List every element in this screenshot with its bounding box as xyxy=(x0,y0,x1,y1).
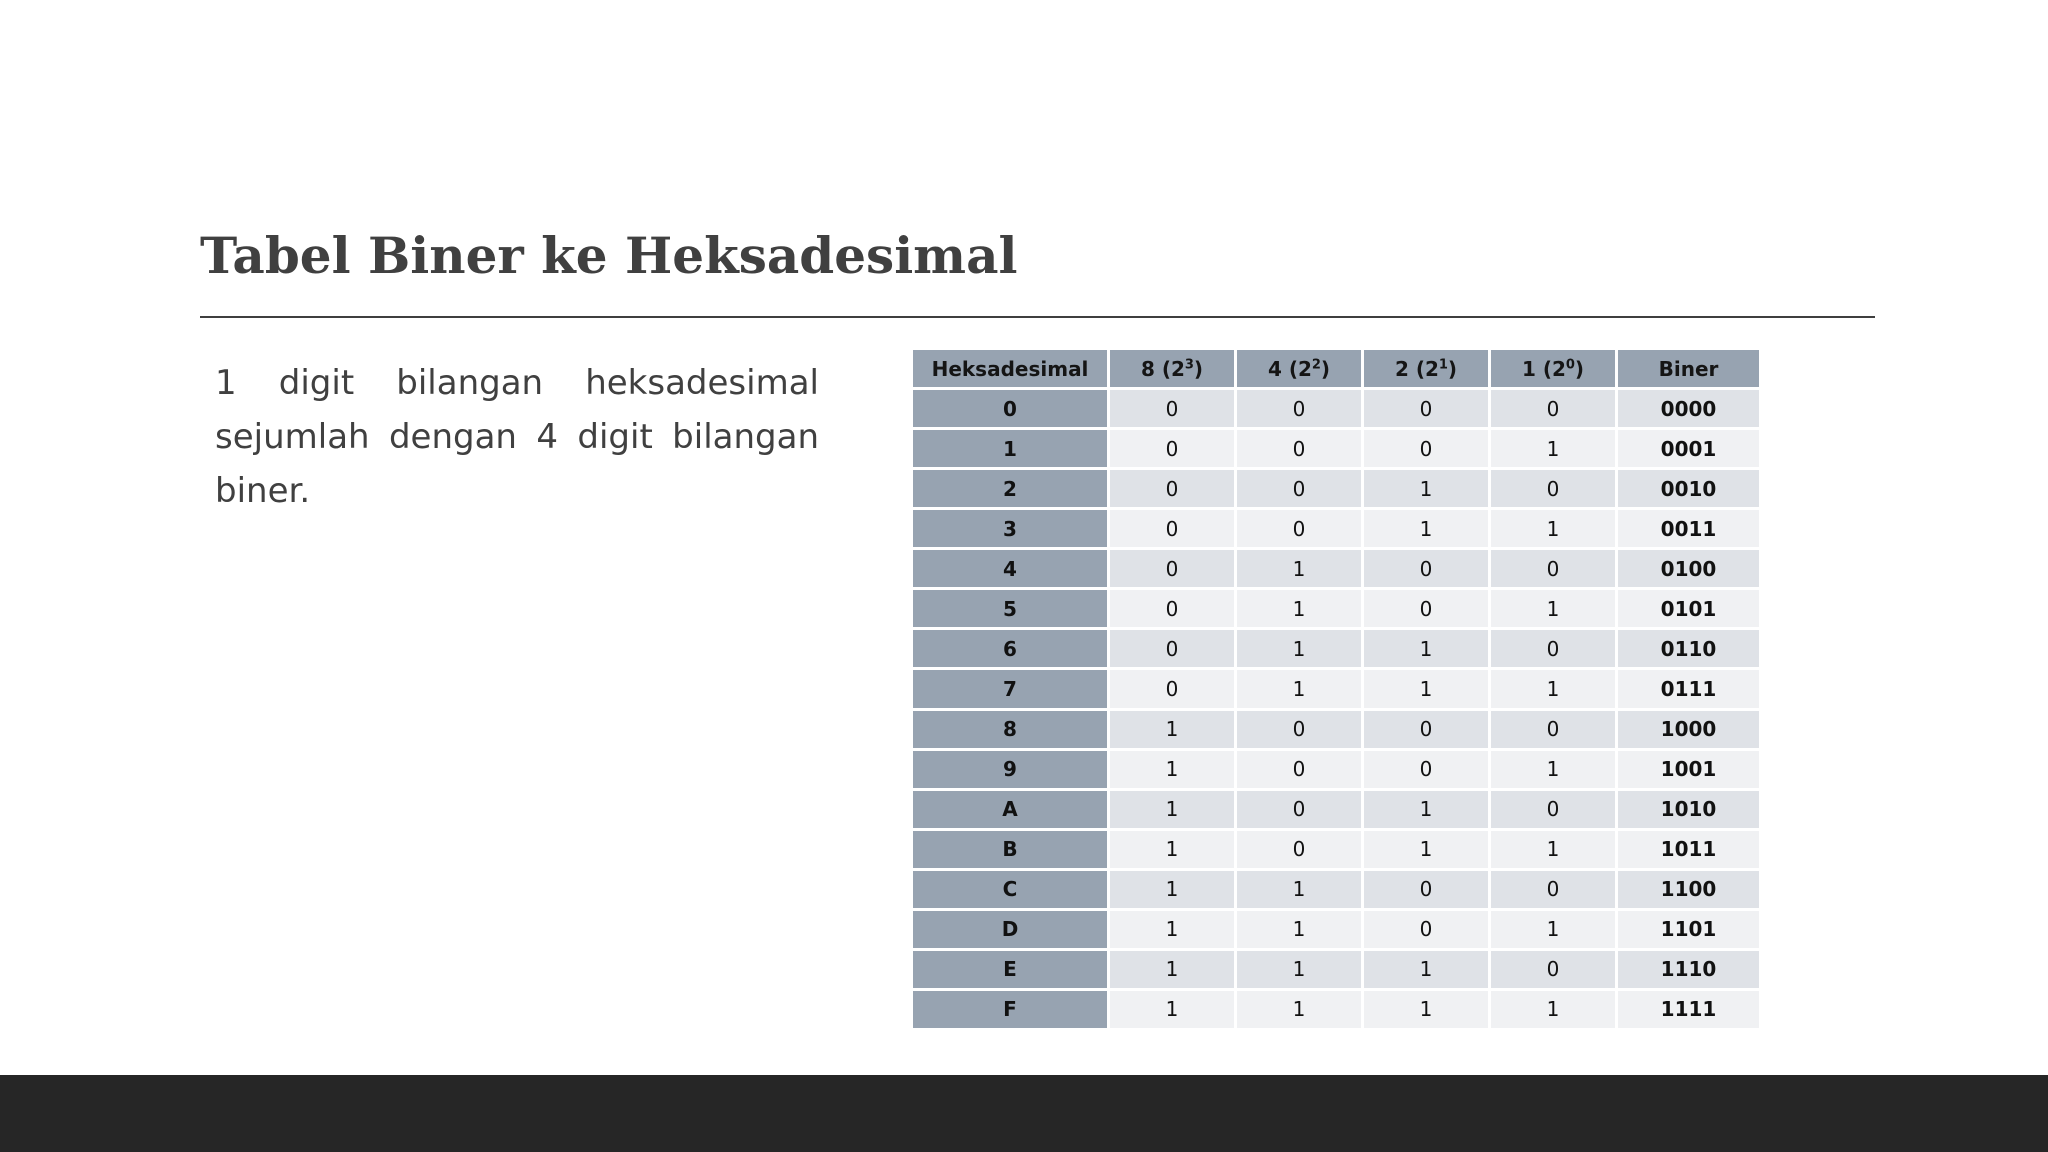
bit-cell-1: 1 xyxy=(1491,510,1615,547)
hex-digit-cell: 0 xyxy=(913,390,1107,427)
bit-cell-1: 0 xyxy=(1491,711,1615,748)
header-bit-2 xyxy=(1364,350,1488,387)
table-body xyxy=(913,390,1759,1028)
table-row xyxy=(913,711,1759,748)
bit-cell-8: 0 xyxy=(1110,550,1234,587)
binary-value-cell: 0101 xyxy=(1618,590,1759,627)
bit-cell-2: 1 xyxy=(1364,470,1488,507)
bit-cell-8: 0 xyxy=(1110,630,1234,667)
slide-body-text: 1 digit bilangan heksadesimal sejumlah dengan 4 digit bilangan biner. xyxy=(215,363,819,511)
binary-value-cell: 1111 xyxy=(1618,991,1759,1028)
hex-digit-cell: 4 xyxy=(913,550,1107,587)
binary-value-cell: 0110 xyxy=(1618,630,1759,667)
hex-digit-cell: E xyxy=(913,951,1107,988)
header-label: 2 (2 xyxy=(1394,356,1439,381)
hex-digit-cell: 8 xyxy=(913,711,1107,748)
bit-cell-1: 1 xyxy=(1491,590,1615,627)
table-row xyxy=(913,550,1759,587)
table-row xyxy=(913,630,1759,667)
header-exponent: 3 xyxy=(1184,356,1194,372)
bit-cell-1: 1 xyxy=(1491,911,1615,948)
bit-cell-2: 1 xyxy=(1364,831,1488,868)
header-label: 1 (2 xyxy=(1521,356,1566,381)
bit-cell-4: 0 xyxy=(1237,510,1361,547)
bit-cell-4: 1 xyxy=(1237,991,1361,1028)
bit-cell-1: 0 xyxy=(1491,390,1615,427)
hex-digit-cell: C xyxy=(913,871,1107,908)
table-row xyxy=(913,911,1759,948)
bit-cell-1: 0 xyxy=(1491,951,1615,988)
bit-cell-4: 0 xyxy=(1237,711,1361,748)
header-label: Heksadesimal xyxy=(931,356,1089,381)
bit-cell-8: 0 xyxy=(1110,470,1234,507)
bit-cell-2: 0 xyxy=(1364,390,1488,427)
table-header-row xyxy=(913,350,1759,387)
hex-digit-cell: 9 xyxy=(913,751,1107,788)
bit-cell-1: 1 xyxy=(1491,831,1615,868)
table-row xyxy=(913,991,1759,1028)
binary-value-cell: 1000 xyxy=(1618,711,1759,748)
table-row xyxy=(913,951,1759,988)
bit-cell-4: 1 xyxy=(1237,951,1361,988)
title-divider xyxy=(200,316,1875,318)
bit-cell-1: 1 xyxy=(1491,430,1615,467)
table-row xyxy=(913,791,1759,828)
bit-cell-2: 1 xyxy=(1364,951,1488,988)
bit-cell-2: 0 xyxy=(1364,430,1488,467)
table-row xyxy=(913,470,1759,507)
bit-cell-8: 0 xyxy=(1110,590,1234,627)
slide-title: Tabel Biner ke Heksadesimal xyxy=(200,226,1018,285)
bit-cell-2: 0 xyxy=(1364,871,1488,908)
table-row xyxy=(913,510,1759,547)
bit-cell-8: 1 xyxy=(1110,791,1234,828)
header-exponent: 0 xyxy=(1565,356,1575,372)
bit-cell-2: 1 xyxy=(1364,630,1488,667)
hex-digit-cell: 1 xyxy=(913,430,1107,467)
binary-value-cell: 0100 xyxy=(1618,550,1759,587)
bit-cell-2: 1 xyxy=(1364,510,1488,547)
hex-digit-cell: 3 xyxy=(913,510,1107,547)
bit-cell-4: 1 xyxy=(1237,590,1361,627)
hex-digit-cell: 7 xyxy=(913,670,1107,707)
binary-value-cell: 1011 xyxy=(1618,831,1759,868)
bit-cell-2: 0 xyxy=(1364,590,1488,627)
header-exponent: 2 xyxy=(1311,356,1321,372)
bit-cell-8: 1 xyxy=(1110,991,1234,1028)
bit-cell-8: 0 xyxy=(1110,670,1234,707)
bit-cell-8: 0 xyxy=(1110,510,1234,547)
bit-cell-2: 1 xyxy=(1364,791,1488,828)
bit-cell-2: 0 xyxy=(1364,751,1488,788)
bit-cell-1: 0 xyxy=(1491,550,1615,587)
bit-cell-1: 1 xyxy=(1491,751,1615,788)
bit-cell-8: 0 xyxy=(1110,390,1234,427)
bit-cell-1: 1 xyxy=(1491,670,1615,707)
binary-value-cell: 0111 xyxy=(1618,670,1759,707)
bit-cell-8: 1 xyxy=(1110,711,1234,748)
header-label: Biner xyxy=(1658,356,1719,381)
bit-cell-1: 0 xyxy=(1491,791,1615,828)
bit-cell-4: 0 xyxy=(1237,470,1361,507)
hex-binary-table xyxy=(910,347,1762,1031)
bit-cell-4: 1 xyxy=(1237,550,1361,587)
binary-value-cell: 1010 xyxy=(1618,791,1759,828)
header-paren: ) xyxy=(1193,356,1204,381)
bit-cell-4: 0 xyxy=(1237,390,1361,427)
binary-value-cell: 1001 xyxy=(1618,751,1759,788)
bit-cell-1: 1 xyxy=(1491,991,1615,1028)
binary-value-cell: 0011 xyxy=(1618,510,1759,547)
hex-digit-cell: D xyxy=(913,911,1107,948)
bit-cell-4: 0 xyxy=(1237,791,1361,828)
bit-cell-4: 1 xyxy=(1237,630,1361,667)
hex-digit-cell: 2 xyxy=(913,470,1107,507)
table-row xyxy=(913,430,1759,467)
binary-value-cell: 0000 xyxy=(1618,390,1759,427)
bit-cell-2: 1 xyxy=(1364,670,1488,707)
bit-cell-1: 0 xyxy=(1491,470,1615,507)
bit-cell-1: 0 xyxy=(1491,871,1615,908)
bit-cell-2: 0 xyxy=(1364,550,1488,587)
header-bit-4 xyxy=(1237,350,1361,387)
bit-cell-8: 1 xyxy=(1110,751,1234,788)
bit-cell-4: 0 xyxy=(1237,831,1361,868)
bit-cell-8: 1 xyxy=(1110,951,1234,988)
table-row xyxy=(913,871,1759,908)
header-paren: ) xyxy=(1320,356,1331,381)
hex-digit-cell: F xyxy=(913,991,1107,1028)
bit-cell-8: 0 xyxy=(1110,430,1234,467)
bit-cell-2: 0 xyxy=(1364,911,1488,948)
table-row xyxy=(913,831,1759,868)
table-row xyxy=(913,670,1759,707)
header-label: 8 (2 xyxy=(1140,356,1185,381)
hex-digit-cell: B xyxy=(913,831,1107,868)
header-paren: ) xyxy=(1574,356,1585,381)
binary-value-cell: 0010 xyxy=(1618,470,1759,507)
header-bit-8 xyxy=(1110,350,1234,387)
bit-cell-2: 0 xyxy=(1364,711,1488,748)
header-heksadesimal xyxy=(913,350,1107,387)
bit-cell-1: 0 xyxy=(1491,630,1615,667)
bit-cell-2: 1 xyxy=(1364,991,1488,1028)
bit-cell-4: 1 xyxy=(1237,670,1361,707)
hex-digit-cell: A xyxy=(913,791,1107,828)
binary-value-cell: 1100 xyxy=(1618,871,1759,908)
binary-value-cell: 1101 xyxy=(1618,911,1759,948)
header-biner xyxy=(1618,350,1759,387)
binary-value-cell: 0001 xyxy=(1618,430,1759,467)
hex-digit-cell: 5 xyxy=(913,590,1107,627)
bit-cell-8: 1 xyxy=(1110,871,1234,908)
table-row xyxy=(913,390,1759,427)
bit-cell-8: 1 xyxy=(1110,911,1234,948)
footer-bar xyxy=(0,1075,2048,1152)
bit-cell-4: 0 xyxy=(1237,430,1361,467)
bit-cell-4: 0 xyxy=(1237,751,1361,788)
bit-cell-4: 1 xyxy=(1237,871,1361,908)
hex-digit-cell: 6 xyxy=(913,630,1107,667)
bit-cell-8: 1 xyxy=(1110,831,1234,868)
bit-cell-4: 1 xyxy=(1237,911,1361,948)
header-label: 4 (2 xyxy=(1267,356,1312,381)
table-row xyxy=(913,590,1759,627)
header-paren: ) xyxy=(1447,356,1458,381)
binary-value-cell: 1110 xyxy=(1618,951,1759,988)
header-exponent: 1 xyxy=(1438,356,1448,372)
table-row xyxy=(913,751,1759,788)
header-bit-1 xyxy=(1491,350,1615,387)
